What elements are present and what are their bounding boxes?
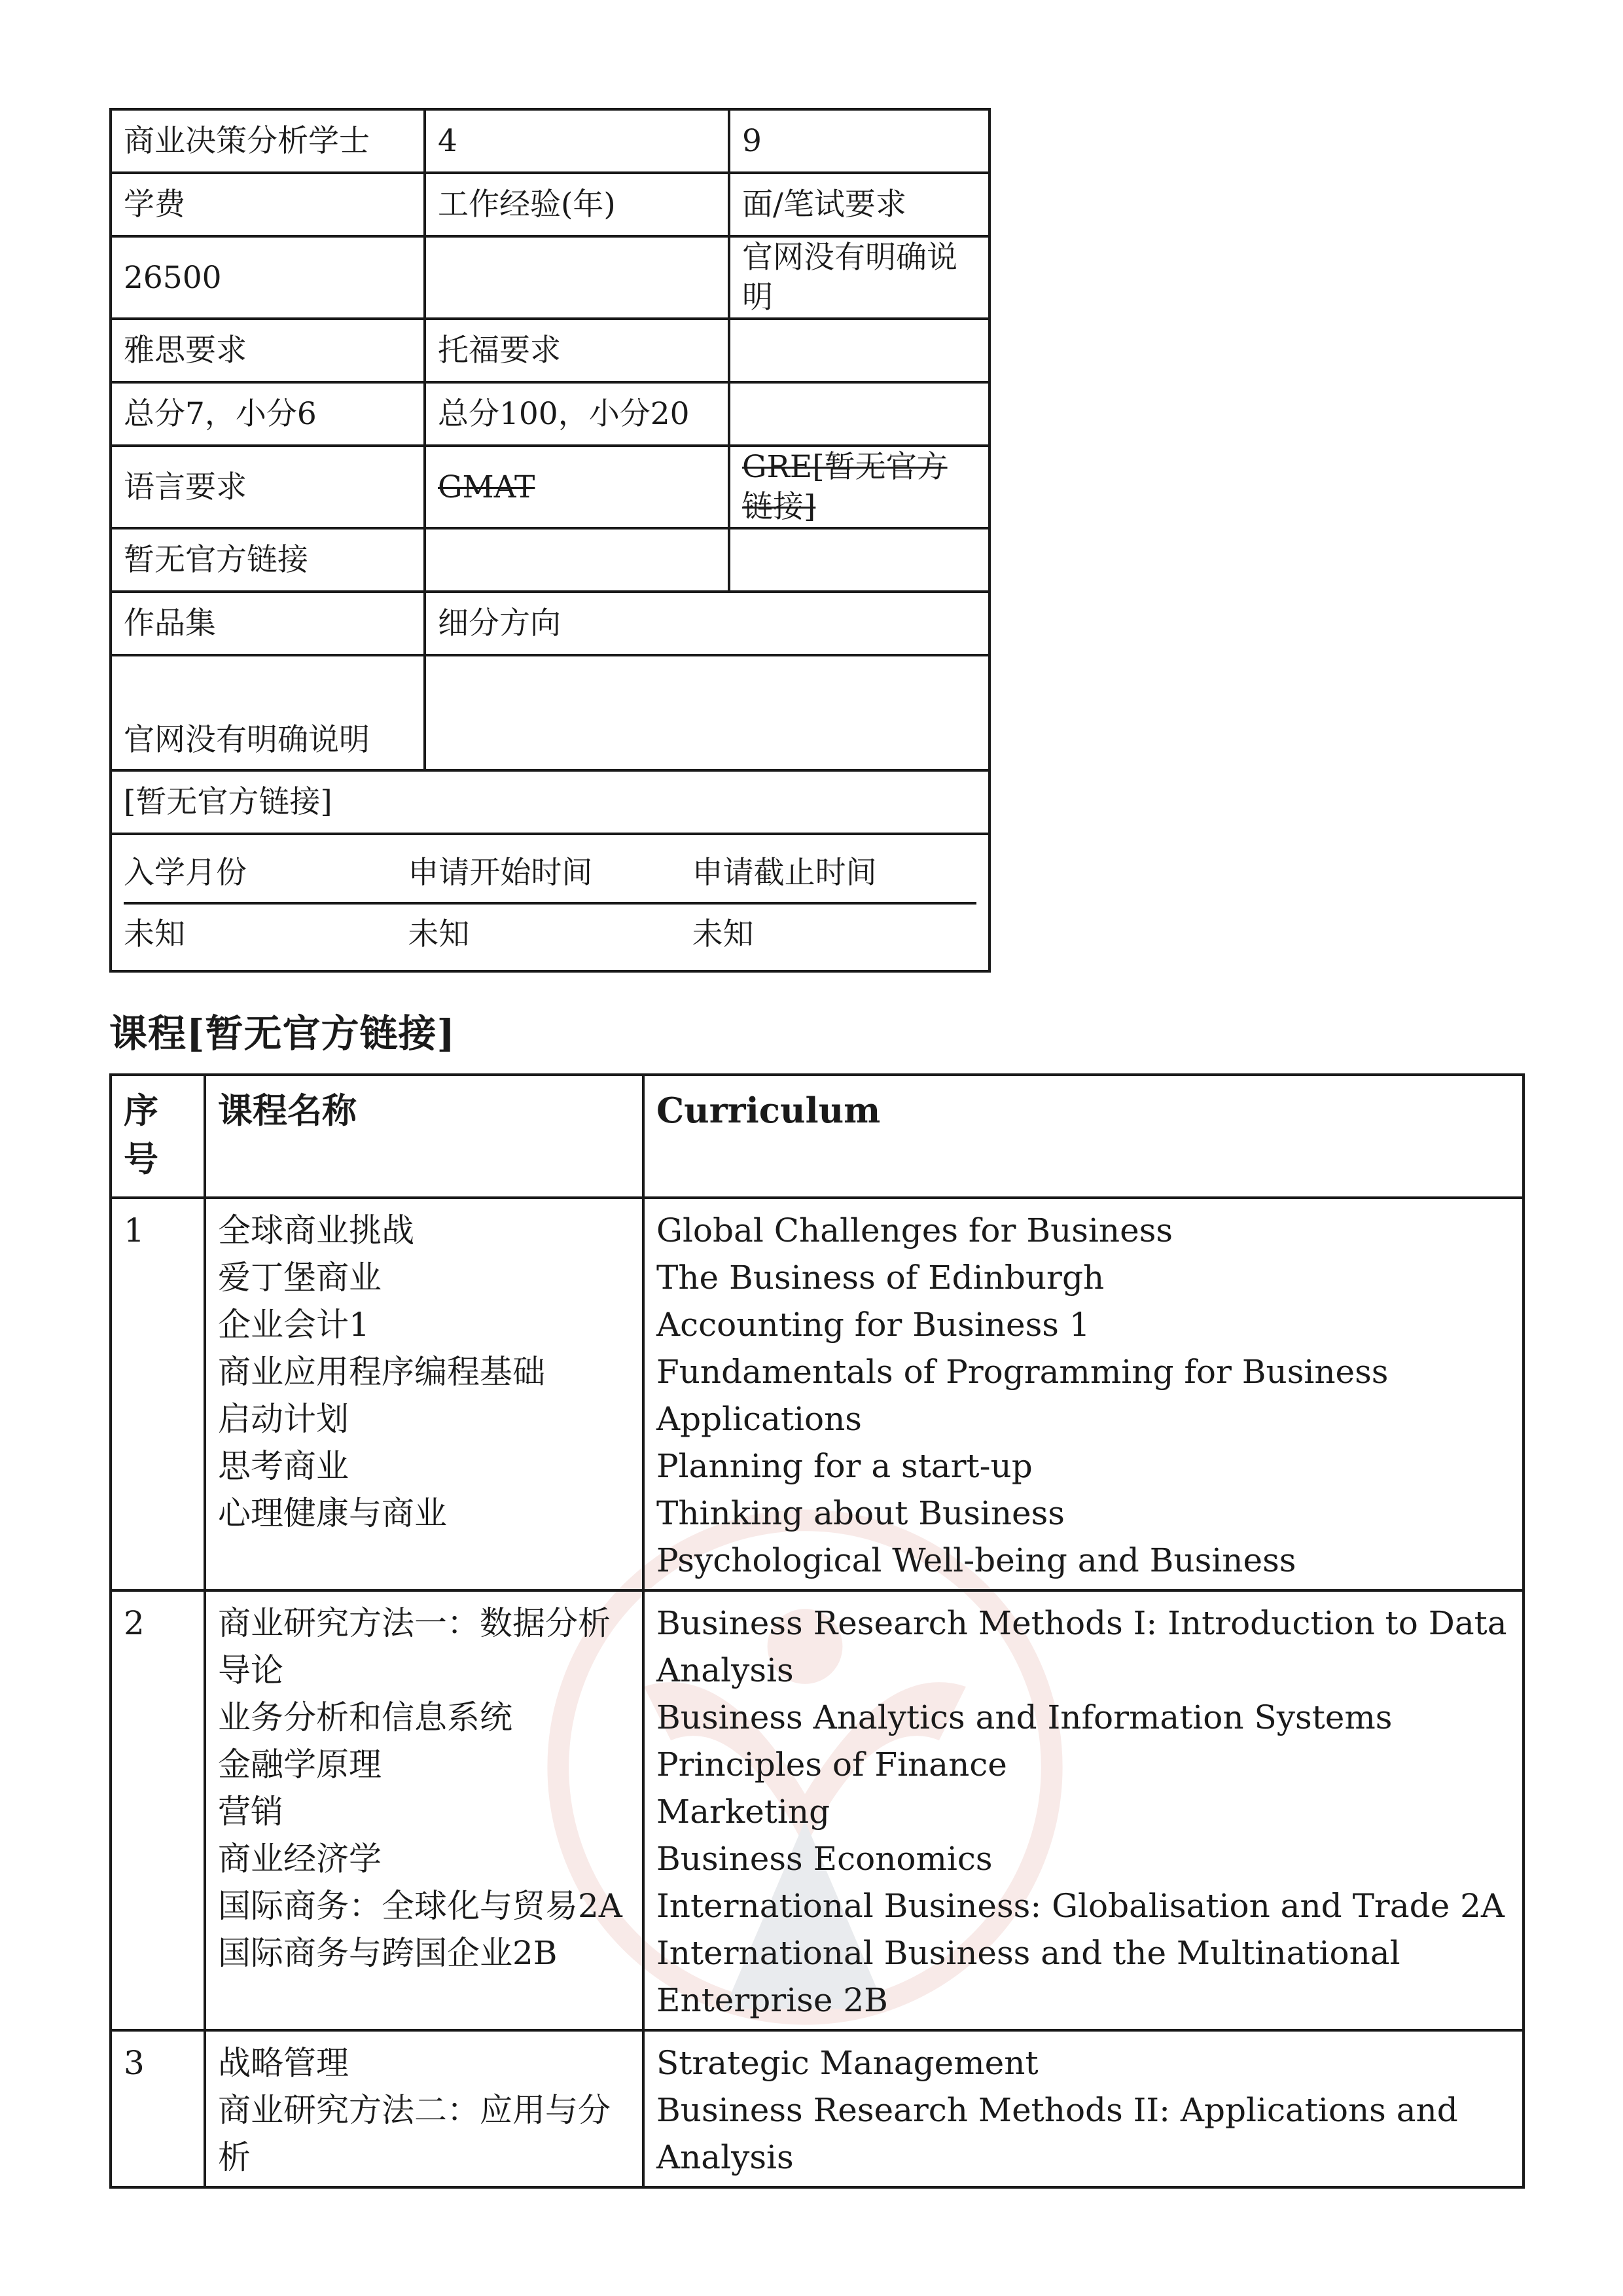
course-name-en: Psychological Well-being and Business bbox=[656, 1541, 1296, 1580]
specialization-value bbox=[425, 655, 990, 770]
course-name-cn-cell bbox=[205, 1590, 643, 2030]
course-name-en: Planning for a start-up bbox=[656, 1447, 1033, 1486]
course-name-cn: 金融学原理 bbox=[218, 1746, 382, 1784]
duration-value: 4 bbox=[425, 109, 729, 173]
course-name-cn: 商业应用程序编程基础 bbox=[218, 1353, 545, 1391]
portfolio-label: 作品集 bbox=[111, 592, 425, 655]
semester-number: 2 bbox=[111, 1590, 205, 2030]
course-name-en: Business Research Methods II: Applications and bbox=[656, 2091, 1458, 2130]
course-name-cn: 爱丁堡商业 bbox=[218, 1259, 382, 1297]
empty-cell bbox=[729, 382, 990, 446]
application-dates-table bbox=[124, 835, 976, 963]
course-name-cn: 商业研究方法二：应用与分 bbox=[218, 2091, 611, 2130]
course-name-cn: 心理健康与商业 bbox=[218, 1494, 447, 1533]
course-name-en-cell bbox=[643, 2030, 1524, 2187]
course-name-cn: 国际商务：全球化与贸易2A bbox=[218, 1887, 622, 1926]
course-name-en: Strategic Management bbox=[656, 2044, 1039, 2083]
gmat-value bbox=[425, 528, 729, 592]
course-name-cn: 全球商业挑战 bbox=[218, 1211, 414, 1250]
course-name-en: Business Analytics and Information Systems bbox=[656, 1698, 1393, 1737]
work-experience-value bbox=[425, 236, 729, 319]
gre-value bbox=[729, 528, 990, 592]
course-name-cn: 业务分析和信息系统 bbox=[218, 1698, 512, 1737]
course-name-cn: 营销 bbox=[218, 1793, 283, 1831]
course-name-en-cell bbox=[643, 1198, 1524, 1590]
application-dates-cell bbox=[111, 834, 990, 971]
course-name-en: Accounting for Business 1 bbox=[656, 1306, 1090, 1344]
course-name-en: Enterprise 2B bbox=[656, 1981, 888, 2020]
course-name-en-cell bbox=[643, 1590, 1524, 2030]
interview-label: 面/笔试要求 bbox=[729, 173, 990, 236]
curriculum-body bbox=[111, 1198, 1524, 2187]
application-deadline-label: 申请截止时间 bbox=[692, 835, 976, 903]
course-name-en: Business Economics bbox=[656, 1840, 993, 1878]
col-header-number bbox=[111, 1075, 205, 1198]
empty-cell bbox=[729, 319, 990, 382]
intake-month-value: 未知 bbox=[124, 916, 185, 952]
course-name-cn: 思考商业 bbox=[218, 1447, 349, 1486]
language-req-value: 暂无官方链接 bbox=[111, 528, 425, 592]
course-name-en: Business Research Methods I: Introduction to Data bbox=[656, 1604, 1507, 1643]
course-name-cn: 析 bbox=[218, 2138, 251, 2177]
course-name-cn-cell bbox=[205, 1198, 643, 1590]
toefl-label: 托福要求 bbox=[425, 319, 729, 382]
toefl-value: 总分100，小分20 bbox=[425, 382, 729, 446]
interview-value: 官网没有明确说明 bbox=[729, 236, 990, 319]
program-info-table bbox=[109, 108, 991, 973]
course-name-cn: 启动计划 bbox=[218, 1400, 349, 1439]
course-name-cn: 企业会计1 bbox=[218, 1306, 370, 1344]
portfolio-value: 官网没有明确说明 bbox=[111, 655, 425, 770]
gre-label: GRE[暂无官方链接] bbox=[729, 446, 990, 528]
col-header-number-text bbox=[124, 1086, 192, 1183]
course-name-cn: 商业研究方法一：数据分析 bbox=[218, 1604, 611, 1643]
semester-number: 3 bbox=[111, 2030, 205, 2187]
course-name-en: Marketing bbox=[656, 1793, 830, 1831]
ranking-value: 9 bbox=[729, 109, 990, 173]
ielts-label: 雅思要求 bbox=[111, 319, 425, 382]
course-name-en: Analysis bbox=[656, 1651, 794, 1690]
col-header-curriculum: Curriculum bbox=[643, 1075, 1524, 1198]
table-row bbox=[111, 2030, 1524, 2187]
course-name-en: International Business and the Multinational bbox=[656, 1934, 1400, 1973]
course-name-en: Principles of Finance bbox=[656, 1746, 1007, 1784]
application-open-label: 申请开始时间 bbox=[408, 835, 692, 903]
work-experience-label: 工作经验(年) bbox=[425, 173, 729, 236]
tuition-value: 26500 bbox=[111, 236, 425, 319]
language-req-label: 语言要求 bbox=[111, 446, 425, 528]
course-name-en: Global Challenges for Business bbox=[656, 1211, 1173, 1250]
course-name-cn: 战略管理 bbox=[218, 2044, 349, 2083]
courses-section-title: 课程[暂无官方链接] bbox=[109, 1011, 455, 1056]
course-name-cn-cell bbox=[205, 2030, 643, 2187]
col-header-course-name: 课程名称 bbox=[205, 1075, 643, 1198]
application-deadline-value: 未知 bbox=[692, 916, 754, 952]
link-note: [暂无官方链接] bbox=[111, 770, 990, 834]
course-name-en: Applications bbox=[656, 1400, 862, 1439]
curriculum-table bbox=[109, 1073, 1525, 2189]
course-name-en: The Business of Edinburgh bbox=[656, 1259, 1105, 1297]
ielts-value: 总分7，小分6 bbox=[111, 382, 425, 446]
intake-month-label: 入学月份 bbox=[124, 835, 408, 903]
col-header-number-line: 序 bbox=[124, 1090, 158, 1131]
course-name-cn: 国际商务与跨国企业2B bbox=[218, 1934, 558, 1973]
application-open-value: 未知 bbox=[408, 916, 470, 952]
degree-name: 商业决策分析学士 bbox=[111, 109, 425, 173]
semester-number: 1 bbox=[111, 1198, 205, 1590]
course-name-en: International Business: Globalisation and Trade 2A bbox=[656, 1887, 1505, 1926]
col-header-number-line: 号 bbox=[124, 1139, 158, 1180]
tuition-label: 学费 bbox=[111, 173, 425, 236]
course-name-cn: 商业经济学 bbox=[218, 1840, 382, 1878]
table-row bbox=[111, 1198, 1524, 1590]
table-row bbox=[111, 1590, 1524, 2030]
course-name-en: Fundamentals of Programming for Business bbox=[656, 1353, 1389, 1391]
gmat-label: GMAT bbox=[425, 446, 729, 528]
course-name-en: Analysis bbox=[656, 2138, 794, 2177]
course-name-en: Thinking about Business bbox=[656, 1494, 1065, 1533]
course-name-cn: 导论 bbox=[218, 1651, 283, 1690]
specialization-label: 细分方向 bbox=[425, 592, 990, 655]
